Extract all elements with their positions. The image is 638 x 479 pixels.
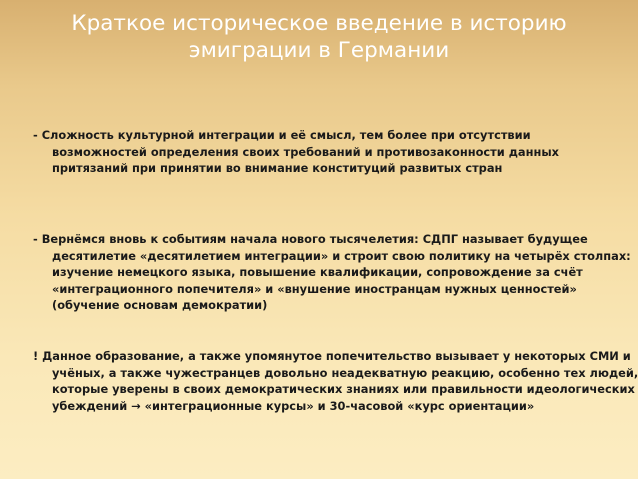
paragraph-reaction: ! Данное образование, а также упомянутое попечительство вызывает у некоторых СМИ и учёных, а также чужестранцев довольно неадекватную реакцию, особенно тех людей, которые уверены в своих демократических знаниях или правильности идеологических убеждений → «интеграционные курсы» и 30-часовой «курс ориентации» — [33, 349, 638, 413]
slide-title — [0, 10, 638, 64]
paragraph-cultural-integration: - Сложность культурной интеграции и её смысл, тем более при отсутствии возможностей определения своих требований и противозаконности данных притязаний при принятии во внимание конституций развитых стран — [33, 128, 559, 175]
slide-title-line-1: Краткое историческое введение в историю — [71, 11, 567, 36]
paragraph-spd-policy: - Вернёмся вновь к событиям начала нового тысячелетия: СДПГ называет будущее десятилетие «десятилетием интеграции» и строит свою политику на четырёх столпах: изучение немецкого языка, повышение квалификации, сопровождение за счёт «интеграционного попечителя» и «внушение иностранцам нужных ценностей» (обучение основам демократии) — [33, 232, 631, 312]
slide-title-line-2: эмиграции в Германии — [188, 38, 450, 63]
